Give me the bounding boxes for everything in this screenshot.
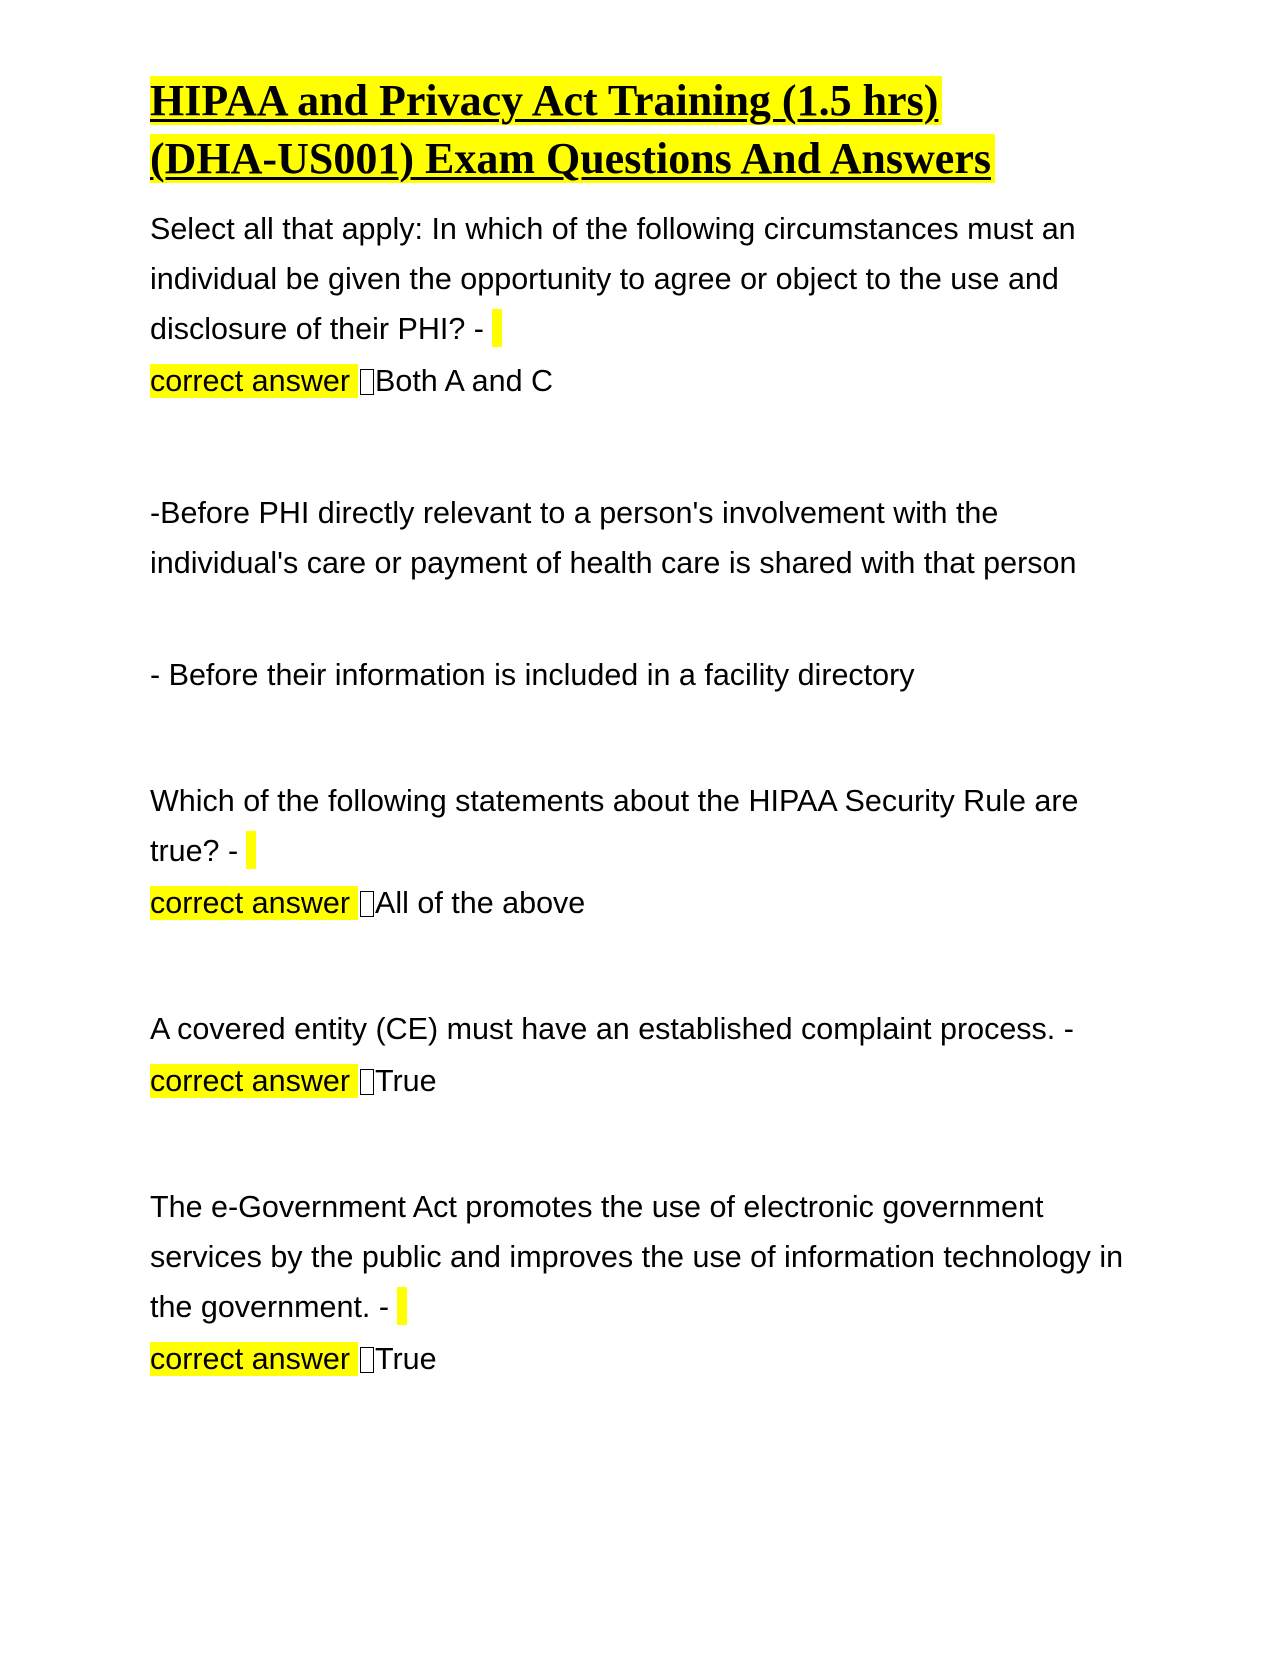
document-page xyxy=(150,72,1130,1384)
option-text-1: -Before PHI directly relevant to a person's involvement with the individual's care or payment of health care is shared with that person xyxy=(150,496,1077,580)
qa-item-3 xyxy=(150,1004,1130,1106)
missing-glyph-icon xyxy=(360,1069,374,1095)
page-title xyxy=(150,72,1130,188)
answer-line xyxy=(150,1056,1130,1106)
answer-text: True xyxy=(375,1342,437,1376)
question-text: Which of the following statements about the HIPAA Security Rule are true? - xyxy=(150,784,1079,868)
qa-item-4 xyxy=(150,1182,1130,1384)
title-line-2: (DHA-US001) Exam Questions And Answers xyxy=(150,134,995,183)
answer-label: correct answer xyxy=(150,1342,358,1376)
answer-text: Both A and C xyxy=(375,364,554,398)
question-text: Select all that apply: In which of the following circumstances must an individual be given the opportunity to agree or object to the use and disclosure of their PHI? - xyxy=(150,212,1076,346)
answer-label: correct answer xyxy=(150,886,358,920)
highlight-marker xyxy=(397,1287,407,1325)
question-text: The e-Government Act promotes the use of electronic government services by the public and improves the use of information technology in the government. - xyxy=(150,1190,1124,1324)
highlight-marker xyxy=(246,831,256,869)
missing-glyph-icon xyxy=(360,369,374,395)
qa-item-2 xyxy=(150,776,1130,928)
qa-item-1 xyxy=(150,204,1130,406)
highlight-marker xyxy=(492,309,502,347)
answer-line xyxy=(150,878,1130,928)
answer-line xyxy=(150,1334,1130,1384)
answer-line xyxy=(150,356,1130,406)
answer-label: correct answer xyxy=(150,364,358,398)
missing-glyph-icon xyxy=(360,1347,374,1373)
answer-text: All of the above xyxy=(375,886,586,920)
question-text: A covered entity (CE) must have an established complaint process. - xyxy=(150,1012,1074,1046)
missing-glyph-icon xyxy=(360,891,374,917)
title-line-1: HIPAA and Privacy Act Training (1.5 hrs) xyxy=(150,76,942,125)
option-text-2: - Before their information is included in a facility directory xyxy=(150,658,915,692)
answer-text: True xyxy=(375,1064,437,1098)
answer-label: correct answer xyxy=(150,1064,358,1098)
